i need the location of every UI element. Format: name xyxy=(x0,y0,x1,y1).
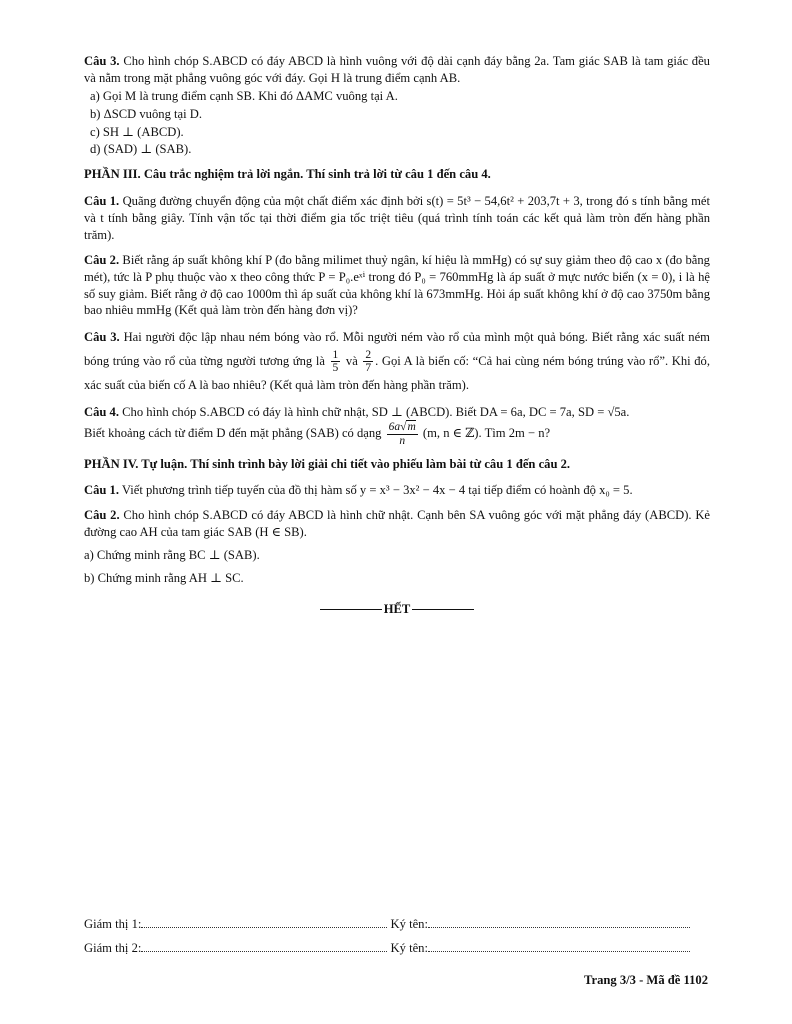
question-text-a: Hai người độc lập nhau ném bóng vào rổ. Mỗi người ném vào rổ của mình một quả bóng. Biết rằng xác suất ném bóng trúng vào rổ của từng người tương ứng là xyxy=(84,330,710,368)
question-text-a: Cho hình chóp S.ABCD có đáy là hình chữ nhật, SD ⊥ (ABCD). Biết DA = 6a, DC = 7a, SD = √5a. xyxy=(122,405,630,420)
part4-question-2 xyxy=(84,507,710,587)
question-3-true-false xyxy=(84,53,710,158)
question-text-c: (m, n ∈ ℤ). Tìm 2m − n? xyxy=(422,426,551,441)
question-text: Cho hình chóp S.ABCD có đáy ABCD là hình chữ nhật. Cạnh bên SA vuông góc với mặt phẳng đáy (ABCD). Kẻ đường cao AH của tam giác SAB (H ∈ SB). xyxy=(84,508,711,540)
question-label: Câu 2. xyxy=(84,508,120,523)
proctor-1-line xyxy=(84,916,710,933)
question-text-b: Biết khoảng cách từ điểm D đến mặt phẳng (SAB) có dạng xyxy=(84,426,382,441)
question-label: Câu 2. xyxy=(84,252,120,267)
option-c: c) SH ⊥ (ABCD). xyxy=(90,124,184,139)
fraction-one-fifth: $\frac{1}{5}$ xyxy=(332,348,339,375)
fraction-two-sevenths: $\frac{2}{7}$ xyxy=(365,348,372,375)
subquestion-b: b) Chứng minh rằng AH ⊥ SC. xyxy=(84,570,244,585)
part-4-heading: PHẦN IV. Tự luận. Thí sinh trình bày lời giải chi tiết vào phiếu làm bài từ câu 1 đến câu 2. xyxy=(84,456,571,471)
proctor-2-label: Giám thị 2: xyxy=(84,941,142,955)
option-b: b) ΔSCD vuông tại D. xyxy=(90,106,202,121)
question-text: Biết rằng áp suất không khí P (đo bằng milimet thuỷ ngân, kí hiệu là mmHg) có sự suy giảm theo độ cao x (đo bằng mét), tức là P phụ thuộc vào x theo công thức P = P₀.eˣⁱ trong đó P₀ = 760mmHg là áp suất ở mực nước biển (x = 0), i là hệ số suy giảm. Biết rằng ở độ cao 1000m thì áp suất của không khí là 673mmHg. Hỏi áp suất không khí ở độ cao 3750m bằng bao nhiêu mmHg (Kết quả làm tròn đến hàng đơn vị)? xyxy=(84,252,710,318)
end-mark: HẾT xyxy=(84,601,710,618)
part3-question-3 xyxy=(84,327,710,396)
distance-fraction: $\frac{6a√m}{n}$ xyxy=(388,421,416,447)
question-text: Quãng đường chuyển động của một chất điểm xác định bởi s(t) = 5t³ − 54,6t² + 203,7t + 3, trong đó s tính bằng mét và t tính bằng giây. Tính vận tốc tại thời điểm gia tốc triệt tiêu (quá trình tính toán các kết quả làm tròn đến hàng phần trăm). xyxy=(84,194,710,242)
option-d: d) (SAD) ⊥ (SAB). xyxy=(90,142,192,157)
part4-question-1 xyxy=(84,482,710,499)
question-label: Câu 1. xyxy=(84,194,120,209)
option-a: a) Gọi M là trung điểm cạnh SB. Khi đó ΔAMC vuông tại A. xyxy=(90,88,398,103)
proctor-2-line xyxy=(84,940,710,957)
proctor-1-label: Giám thị 1: xyxy=(84,917,142,931)
question-text: Cho hình chóp S.ABCD có đáy ABCD là hình vuông với độ dài cạnh đáy bằng 2a. Tam giác SAB là tam giác đều và nằm trong mặt phẳng vuông góc với đáy. Gọi H là trung điểm cạnh AB. xyxy=(84,54,710,85)
part3-question-1 xyxy=(84,193,710,244)
question-label: Câu 4. xyxy=(84,405,119,420)
question-text-b: . Gọi A là biến cố: “Cả hai cùng ném bóng trúng vào rổ”. Khi đó, xác suất của biến cố A là bao nhiêu? (Kết quả làm tròn đến hàng phần trăm). xyxy=(84,353,710,392)
sign-label-1: Ký tên: xyxy=(390,917,428,931)
part3-question-4 xyxy=(84,404,710,447)
part-3-heading: PHẦN III. Câu trắc nghiệm trả lời ngắn. Thí sinh trả lời từ câu 1 đến câu 4. xyxy=(84,167,491,182)
question-text: Viết phương trình tiếp tuyến của đồ thị hàm số y = x³ − 3x² − 4x − 4 tại tiếp điểm có hoành độ x₀ = 5. xyxy=(121,483,633,498)
conjunction: và xyxy=(345,353,358,368)
question-label: Câu 1. xyxy=(84,483,119,498)
question-label: Câu 3. xyxy=(84,330,120,345)
subquestion-a: a) Chứng minh rằng BC ⊥ (SAB). xyxy=(84,548,260,562)
part3-question-2 xyxy=(84,252,710,320)
question-label: Câu 3. xyxy=(84,54,120,68)
sign-label-2: Ký tên: xyxy=(390,941,428,955)
page-footer: Trang 3/3 - Mã đề 1102 xyxy=(584,973,708,987)
exam-page xyxy=(84,53,710,618)
